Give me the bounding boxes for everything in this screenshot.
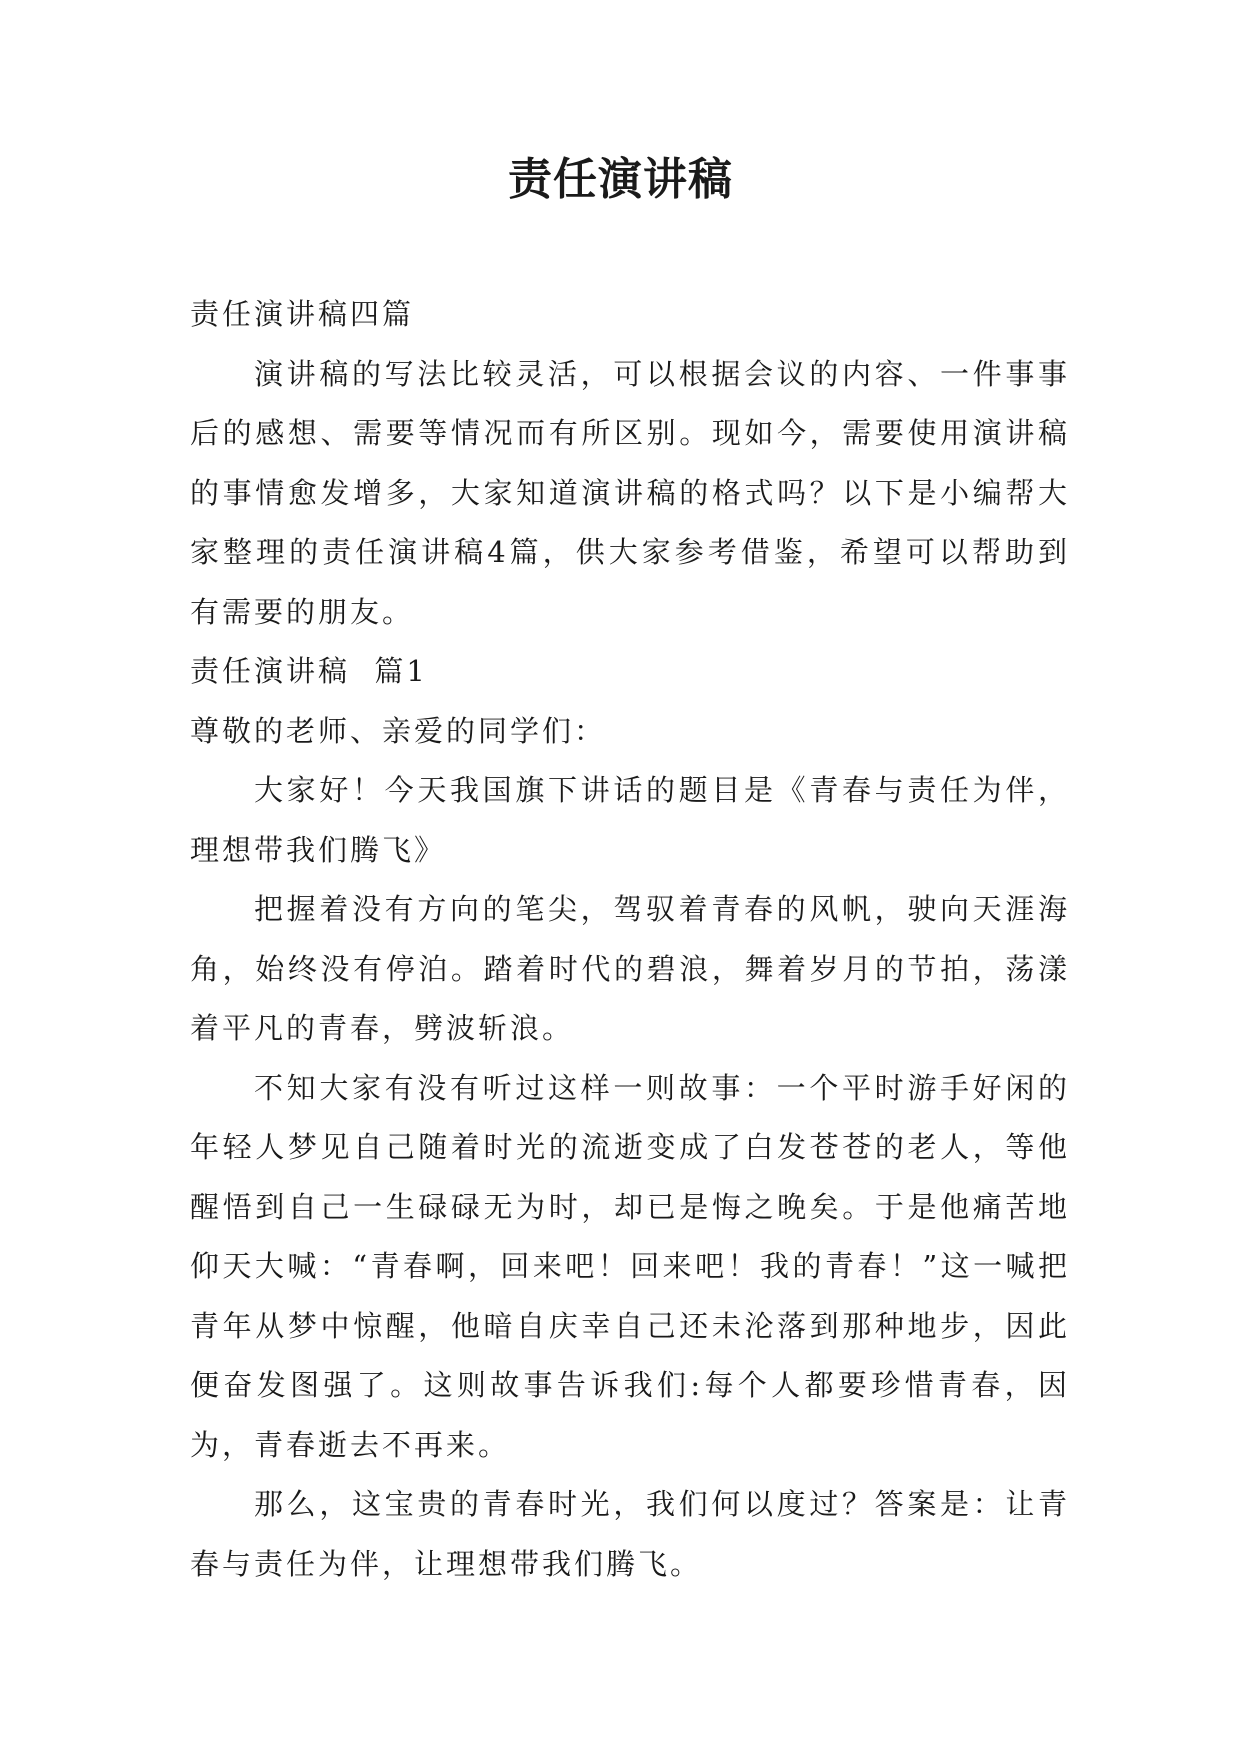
- intro-paragraph: 演讲稿的写法比较灵活，可以根据会议的内容、一件事事后的感想、需要等情况而有所区别。现如今，需要使用演讲稿的事情愈发增多，大家知道演讲稿的格式吗？以下是小编帮大家整理的责任演讲稿4篇，供大家参考借鉴，希望可以帮助到有需要的朋友。: [190, 356, 1070, 629]
- speech-paragraph: 不知大家有没有听过这样一则故事：一个平时游手好闲的年轻人梦见自己随着时光的流逝变成了白发苍苍的老人，等他醒悟到自己一生碌碌无为时，却已是悔之晚矣。于是他痛苦地仰天大喊：“青春啊，回来吧！回来吧！我的青春！”这一喊把青年从梦中惊醒，他暗自庆幸自己还未沦落到那种地步，因此便奋发图强了。这则故事告诉我们:每个人都要珍惜青春，因为，青春逝去不再来。: [190, 1070, 1070, 1462]
- salutation: 尊敬的老师、亲爱的同学们：: [190, 713, 607, 748]
- speech-paragraph: 把握着没有方向的笔尖，驾驭着青春的风帆，驶向天涯海角，始终没有停泊。踏着时代的碧浪，舞着岁月的节拍，荡漾着平凡的青春，劈波斩浪。: [190, 892, 1070, 1045]
- document-body: [190, 285, 1070, 1594]
- speech-paragraph: 那么，这宝贵的青春时光，我们何以度过？答案是：让青春与责任为伴，让理想带我们腾飞。: [190, 1487, 1070, 1581]
- section-heading: 责任演讲稿 篇1: [190, 654, 428, 688]
- speech-paragraph: 大家好！今天我国旗下讲话的题目是《青春与责任为伴，理想带我们腾飞》: [190, 773, 1070, 867]
- document-title: 责任演讲稿: [508, 154, 733, 205]
- document-subtitle: 责任演讲稿四篇: [190, 297, 415, 331]
